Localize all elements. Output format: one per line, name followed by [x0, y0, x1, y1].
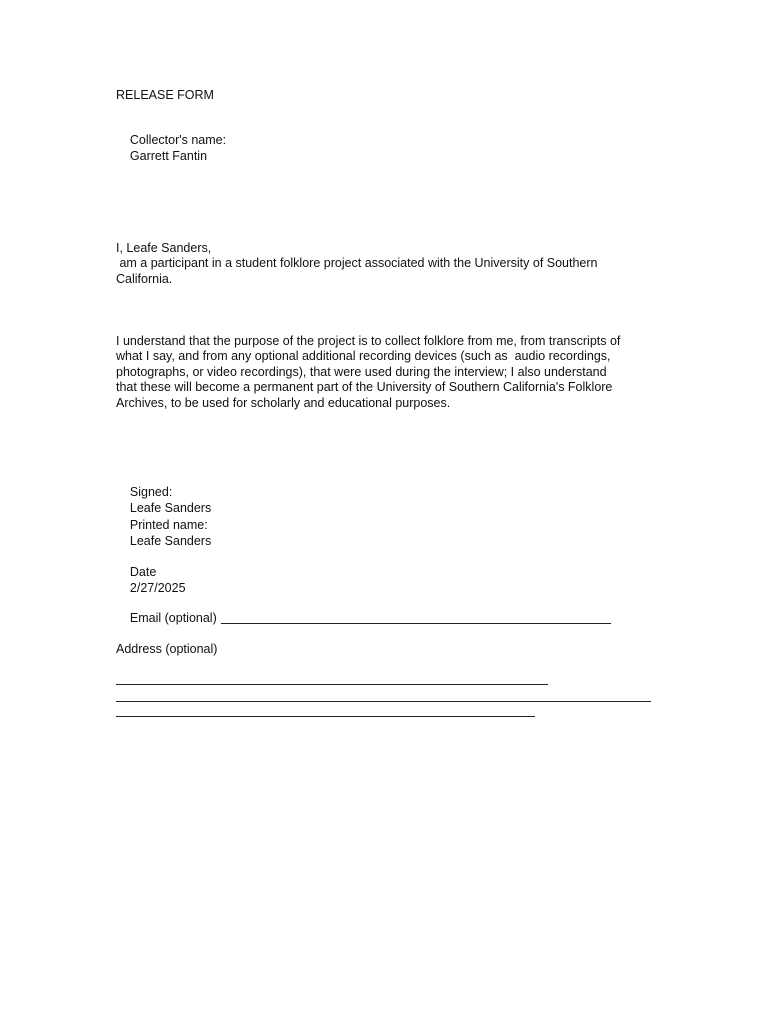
- collector-name-field: [116, 118, 226, 180]
- purpose-line: that these will become a permanent part of the University of Southern California's Folklore: [116, 380, 613, 395]
- signed-label: Signed:: [129, 485, 173, 500]
- email-label: Email (optional): [129, 611, 217, 626]
- purpose-line: what I say, and from any optional additional recording devices (such as audio recordings,: [116, 349, 611, 364]
- address-blank-line-2: [116, 701, 651, 702]
- email-blank-line: [221, 623, 611, 624]
- participant-statement-line: California.: [116, 271, 173, 286]
- printed-name-value: Leafe Sanders: [129, 533, 212, 548]
- participant-statement: [116, 241, 656, 287]
- address-blank-line-3: [116, 716, 535, 717]
- collector-name-label: Collector's name:: [129, 133, 227, 148]
- purpose-line: Archives, to be used for scholarly and educational purposes.: [116, 395, 451, 410]
- participant-statement-line: am a participant in a student folklore project associated with the University of Southern: [116, 256, 598, 271]
- purpose-line: I understand that the purpose of the project is to collect folklore from me, from transcripts of: [116, 334, 621, 348]
- participant-statement-line: I, Leafe Sanders,: [116, 241, 212, 255]
- signed-value: Leafe Sanders: [129, 500, 212, 515]
- email-field: [116, 596, 611, 642]
- date-value: 2/27/2025: [129, 580, 186, 595]
- address-label: Address (optional): [116, 642, 218, 656]
- address-blank-line-1: [116, 684, 548, 685]
- collector-name-value: Garrett Fantin: [129, 148, 208, 163]
- purpose-paragraph: [116, 334, 656, 411]
- printed-name-label: Printed name:: [129, 518, 208, 533]
- date-label: Date: [129, 565, 157, 580]
- form-title: RELEASE FORM: [116, 88, 214, 102]
- purpose-line: photographs, or video recordings), that were used during the interview; I also understand: [116, 364, 607, 379]
